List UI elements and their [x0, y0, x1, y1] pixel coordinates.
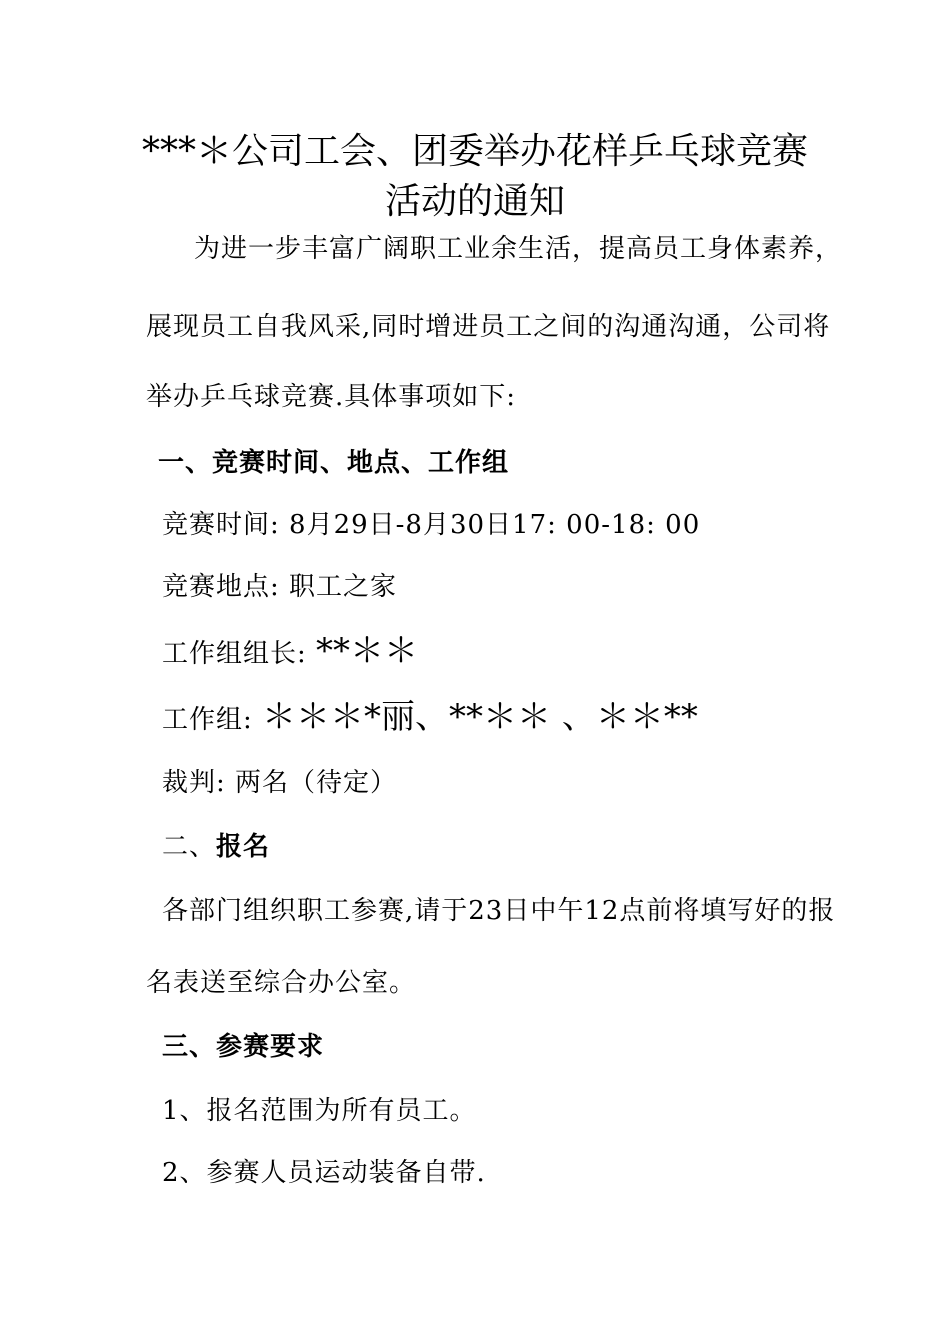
- work-group-label: 工作组:: [162, 705, 263, 735]
- team-leader-label: 工作组组长:: [162, 639, 317, 669]
- intro-paragraph-line-2: 展现员工自我风采,同时增进员工之间的沟通沟通，公司将: [146, 312, 831, 342]
- document-title-line-2: 活动的通知: [384, 181, 565, 222]
- work-group: [162, 697, 698, 737]
- work-group-members: ＊＊＊*丽、**＊＊ 、＊＊**: [262, 697, 698, 737]
- team-leader: [162, 631, 419, 671]
- registration-paragraph-line-1: 各部门组织职工参赛,请于23日中午12点前将填写好的报: [162, 896, 836, 926]
- document-title-line-1: ***＊公司工会、团委举办花样乒乓球竞赛: [141, 131, 808, 172]
- requirement-item-1: 1、报名范围为所有员工。: [162, 1096, 477, 1126]
- section-2-heading: [162, 830, 270, 864]
- team-leader-name: **＊＊: [316, 631, 419, 671]
- intro-paragraph-line-1: 为进一步丰富广阔职工业余生活，提高员工身体素养，: [194, 234, 843, 264]
- intro-paragraph-line-3: 举办乒乓球竞赛.具体事项如下:: [146, 382, 517, 412]
- requirement-item-2: 2、参赛人员运动装备自带.: [162, 1158, 486, 1188]
- registration-paragraph-line-2: 名表送至综合办公室。: [146, 968, 417, 998]
- section-2-heading-number: 二、: [162, 832, 217, 862]
- referee: 裁判: 两名（待定）: [162, 768, 398, 798]
- competition-place: 竞赛地点: 职工之家: [162, 572, 398, 602]
- competition-time: 竞赛时间: 8月29日-8月30日17: 00-18: 00: [162, 510, 701, 540]
- section-2-heading-title: 报名: [216, 832, 271, 862]
- section-1-heading: 一、竞赛时间、地点、工作组: [158, 448, 510, 478]
- section-3-heading: 三、参赛要求: [162, 1032, 325, 1062]
